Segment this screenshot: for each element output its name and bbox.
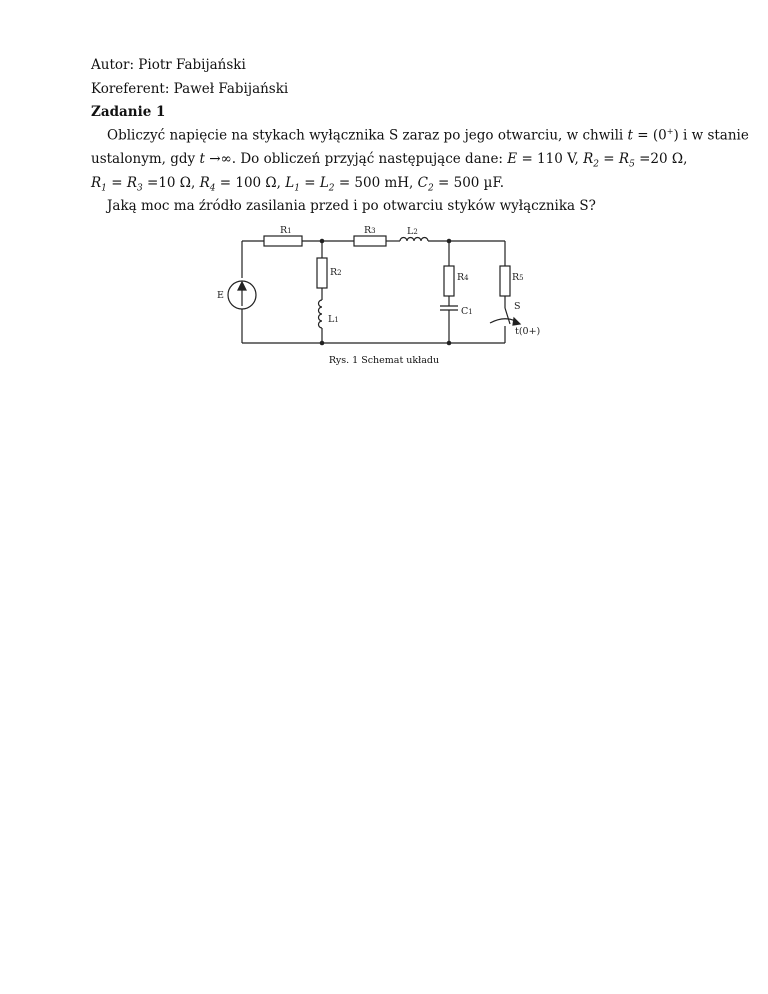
switch-arrowhead <box>513 318 520 325</box>
label-r2: R2 <box>330 267 342 278</box>
line3-segment: L <box>319 175 329 191</box>
time-value-open: = (0 <box>637 127 667 144</box>
r2-symbol: $R_2$ <box>583 151 599 170</box>
emf-value: = 110 V, <box>521 151 579 167</box>
node-dot <box>447 341 452 346</box>
line3-segment: 3 <box>136 183 143 194</box>
line3-segment: C <box>417 175 428 191</box>
line3-segment: = <box>299 175 320 191</box>
label-s: S <box>514 301 521 312</box>
node-dot <box>320 341 325 346</box>
label-r4: R4 <box>457 272 469 283</box>
resistor-r2 <box>317 258 327 288</box>
source-arrowhead <box>238 282 246 290</box>
line3-segment: R <box>199 175 210 191</box>
equals-sign: = <box>603 151 615 167</box>
resistor-r3 <box>354 236 386 246</box>
line3-segment: 1 <box>294 183 300 194</box>
label-l1: L1 <box>328 314 339 325</box>
line3-segment: R <box>91 175 102 191</box>
problem-text: Obliczyć napięcie na stykach wyłącznika S zaraz po jego otwarciu, w chwili <box>107 127 624 144</box>
question-line: Jaką moc ma źródło zasilania przed i po otwarciu styków wyłącznika S? <box>107 198 596 214</box>
figure-caption: Rys. 1 Schemat układu <box>328 355 440 366</box>
plus-sup: + <box>666 127 674 136</box>
time-value-close: ) i w stanie <box>673 127 749 144</box>
line3-segment: = 500 µF. <box>433 175 505 191</box>
resistor-r1 <box>264 236 302 246</box>
resistor-r4 <box>444 266 454 296</box>
line3-segment: = 100 Ω, <box>215 175 286 191</box>
label-l2: L2 <box>407 226 418 237</box>
line3-segment: = 500 mH, <box>334 175 418 191</box>
time-symbol: t <box>627 127 633 144</box>
inductor-l1 <box>319 300 322 328</box>
inductor-l2 <box>400 238 428 241</box>
problem-text-2b: →∞. Do obliczeń przyjąć następujące dane: <box>209 151 503 167</box>
node-dot <box>447 239 452 244</box>
switch-s-contact <box>505 308 510 324</box>
line3-segment: =10 Ω, <box>142 175 200 191</box>
label-t0: t(0+) <box>515 326 541 337</box>
label-e: E <box>217 290 224 301</box>
line3-segment: L <box>285 175 295 191</box>
line3-segment: = <box>106 175 127 191</box>
line3-segment: 2 <box>427 183 434 194</box>
coreferent-line: Koreferent: Paweł Fabijański <box>91 81 289 97</box>
label-r3: R3 <box>364 225 376 236</box>
author-line: Autor: Piotr Fabijański <box>91 57 246 73</box>
label-c1: C1 <box>461 306 473 317</box>
line3-segment: 1 <box>101 183 107 194</box>
line3-segment: 4 <box>209 183 216 194</box>
line3-segment: 2 <box>328 183 335 194</box>
r5-symbol: $R_5$ <box>618 151 635 170</box>
task-title: Zadanie 1 <box>91 104 166 120</box>
node-dot <box>320 239 325 244</box>
label-r5: R5 <box>512 272 524 283</box>
problem-text-2: ustalonym, gdy <box>91 151 196 167</box>
resistor-r5 <box>500 266 510 296</box>
label-r1: R1 <box>280 225 292 236</box>
r-value: =20 Ω, <box>639 151 688 167</box>
time-symbol-2: t <box>199 151 205 167</box>
emf-symbol: E <box>507 151 518 167</box>
line3-segment: R <box>126 175 137 191</box>
